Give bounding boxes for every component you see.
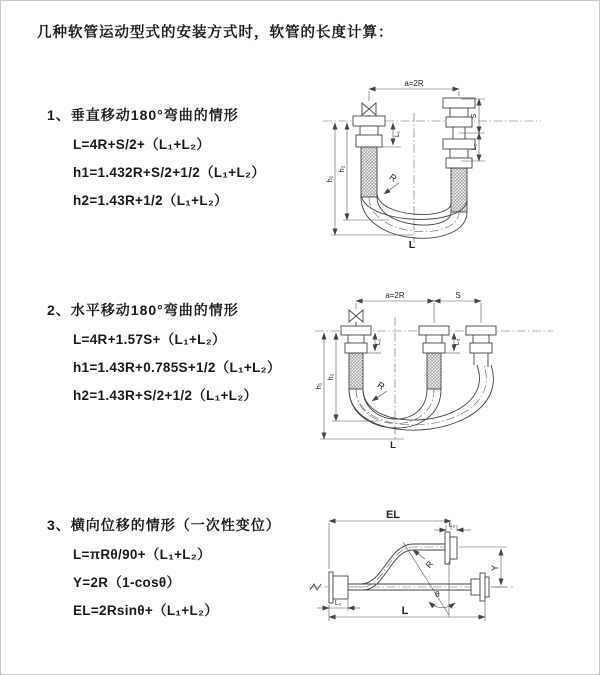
dim-label-h2: h₂ [326, 373, 335, 381]
dim-label-l2: L₂ [454, 338, 461, 346]
section-1-formula-h2: h2=1.43R+1/2（L₁+L₂） [73, 193, 228, 208]
diagram-lateral-displacement [301, 503, 599, 629]
upper-flange [445, 532, 457, 564]
valve-icon [349, 310, 363, 326]
dim-l1 [317, 600, 360, 611]
dim-label-theta: θ [435, 589, 440, 599]
section-2-heading: 2、水平移动180°弯曲的情形 [47, 302, 239, 318]
dim-label-r: R [387, 171, 399, 184]
section-2-formula-L: L=4R+1.57S+（L₁+L₂） [73, 332, 226, 347]
section-1-formula-h1: h1=1.432R+S/2+1/2（L₁+L₂） [73, 165, 266, 180]
dim-el [329, 509, 451, 569]
middle-hose-fitting [419, 326, 449, 389]
dim-label-a2r: a=2R [404, 79, 424, 88]
dim-label-L: L [390, 440, 396, 451]
dim-label-y: Y [490, 564, 500, 572]
braided-hose-section [361, 147, 377, 197]
section-3-formula-EL: EL=2Rsinθ+（L₁+L₂） [73, 603, 219, 618]
right-lower-flange [471, 573, 489, 601]
page-title: 几种软管运动型式的安装方式时，软管的长度计算： [37, 25, 394, 41]
dim-l1 [381, 123, 401, 147]
section-1-formula-L: L=4R+S/2+（L₁+L₂） [73, 137, 211, 152]
displaced-hose-curve [348, 544, 451, 590]
dim-l2 [471, 133, 479, 161]
radius-callout [372, 380, 387, 401]
dim-label-l1: L₁ [394, 130, 401, 138]
section-3-heading: 3、横向位移的情形（一次性变位） [47, 517, 281, 533]
radius-callout [413, 550, 435, 570]
section-2-formula-h1: h1=1.43R+0.785S+1/2（L₁+L₂） [73, 360, 281, 375]
dim-l2 [434, 522, 471, 531]
left-flange [329, 572, 348, 603]
dim-label-s: S [455, 291, 461, 300]
dim-label-l2: L₂ [448, 522, 456, 529]
dim-label-s: S [469, 113, 478, 119]
section-3-formula-Y: Y=2R（1-cosθ） [73, 575, 181, 590]
dim-label-el: EL [385, 509, 401, 521]
dim-label-l1: L₁ [375, 338, 382, 346]
hose-u-curves [349, 365, 493, 430]
dim-label-h1: h₁ [325, 175, 334, 183]
dim-label-h2: h₂ [337, 165, 346, 173]
dim-label-L: L [401, 605, 409, 617]
dim-label-l2: L₂ [471, 143, 478, 151]
radius-callout [384, 172, 399, 194]
dim-L-total [329, 601, 485, 621]
dim-label-r: R [423, 558, 436, 570]
dim-label-r: R [375, 379, 387, 392]
right-hose-fitting [466, 326, 496, 367]
left-hose-fitting [341, 326, 371, 389]
pipe-break-mark [310, 584, 321, 590]
section-1-heading: 1、垂直移动180°弯曲的情形 [47, 107, 239, 123]
dim-label-a2r: a=2R [385, 291, 405, 300]
dim-label-L: L [408, 239, 416, 251]
diagram-vertical-180-bend [313, 77, 548, 253]
braided-hose-section [451, 168, 467, 212]
dim-l2 [445, 333, 461, 353]
diagram-horizontal-180-bend [309, 289, 559, 453]
dim-l1 [365, 333, 382, 353]
section-3-formula-L: L=πRθ/90+（L₁+L₂） [73, 547, 211, 562]
dim-label-l1: L₁ [334, 600, 342, 607]
dim-s [434, 291, 481, 301]
section-2-formula-h2: h2=1.43R+S/2+1/2（L₁+L₂） [73, 388, 258, 403]
dim-label-h1: h₁ [314, 382, 323, 390]
left-hose-fitting [353, 116, 385, 197]
dim-a-2r [356, 291, 481, 323]
